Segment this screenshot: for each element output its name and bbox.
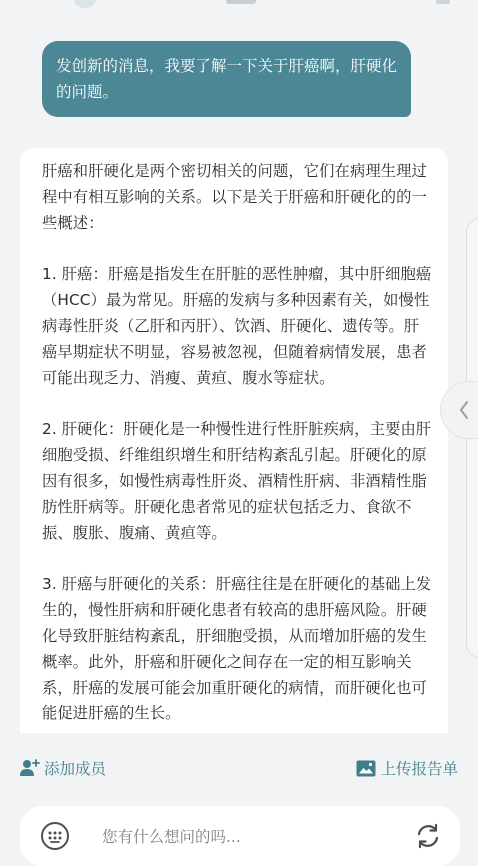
add-person-icon (20, 759, 40, 777)
page-title (226, 0, 256, 4)
user-message-text: 发创新的消息，我要了解一下关于肝癌啊，肝硬化的问题。 (56, 57, 398, 101)
upload-report-button[interactable] (356, 757, 458, 779)
bot-paragraph: 肝癌和肝硬化是两个密切相关的问题，它们在病理生理过程中有相互影响的关系。以下是关于肝癌和肝硬化的的一些概述： (42, 162, 427, 232)
message-input-bar[interactable] (20, 806, 460, 866)
avatar (74, 0, 96, 8)
status-strip (0, 0, 478, 10)
message-input[interactable]: 您有什么想问的吗... (102, 828, 241, 846)
bot-paragraph: 3. 肝癌与肝硬化的关系：肝癌往往是在肝硬化的基础上发生的，慢性肝病和肝硬化患者有较高的患肝癌风险。肝硬化导致肝脏结构紊乱，肝细胞受损，从而增加肝癌的发生概率。此外，肝癌和肝硬化之间存在一定的相互影响关系，肝癌的发展可能会加重肝硬化的病情，而肝硬化也可能促进肝癌的生长。 (42, 575, 432, 723)
refresh-icon[interactable] (414, 822, 442, 850)
add-member-button[interactable] (20, 757, 106, 779)
header-menu-icon[interactable] (436, 0, 450, 4)
image-upload-icon (356, 760, 376, 777)
action-row (0, 752, 478, 784)
add-member-label: 添加成员 (44, 760, 107, 778)
bot-message-bubble (20, 148, 448, 733)
keyboard-icon[interactable] (40, 821, 70, 851)
bot-paragraph: 2. 肝硬化：肝硬化是一种慢性进行性肝脏疾病，主要由肝细胞受损、纤维组织增生和肝结构紊乱引起。肝硬化的原因有很多，如慢性病毒性肝炎、酒精性肝病、非酒精性脂肪性肝病等。肝硬化患者常见的症状包括乏力、食欲不振、腹胀、腹痛、黄疸等。 (42, 420, 432, 542)
upload-report-label: 上传报告单 (380, 760, 458, 778)
user-message-bubble (42, 41, 411, 117)
bot-paragraph: 1. 肝癌：肝癌是指发生在肝脏的恶性肿瘤，其中肝细胞癌（HCC）最为常见。肝癌的发病与多种因素有关，如慢性病毒性肝炎（乙肝和丙肝）、饮酒、肝硬化、遗传等。肝癌早期症状不明显，容易被忽视，但随着病情发展，患者可能出现乏力、消瘦、黄疸、腹水等症状。 (42, 265, 432, 387)
chevron-left-icon (458, 400, 470, 420)
